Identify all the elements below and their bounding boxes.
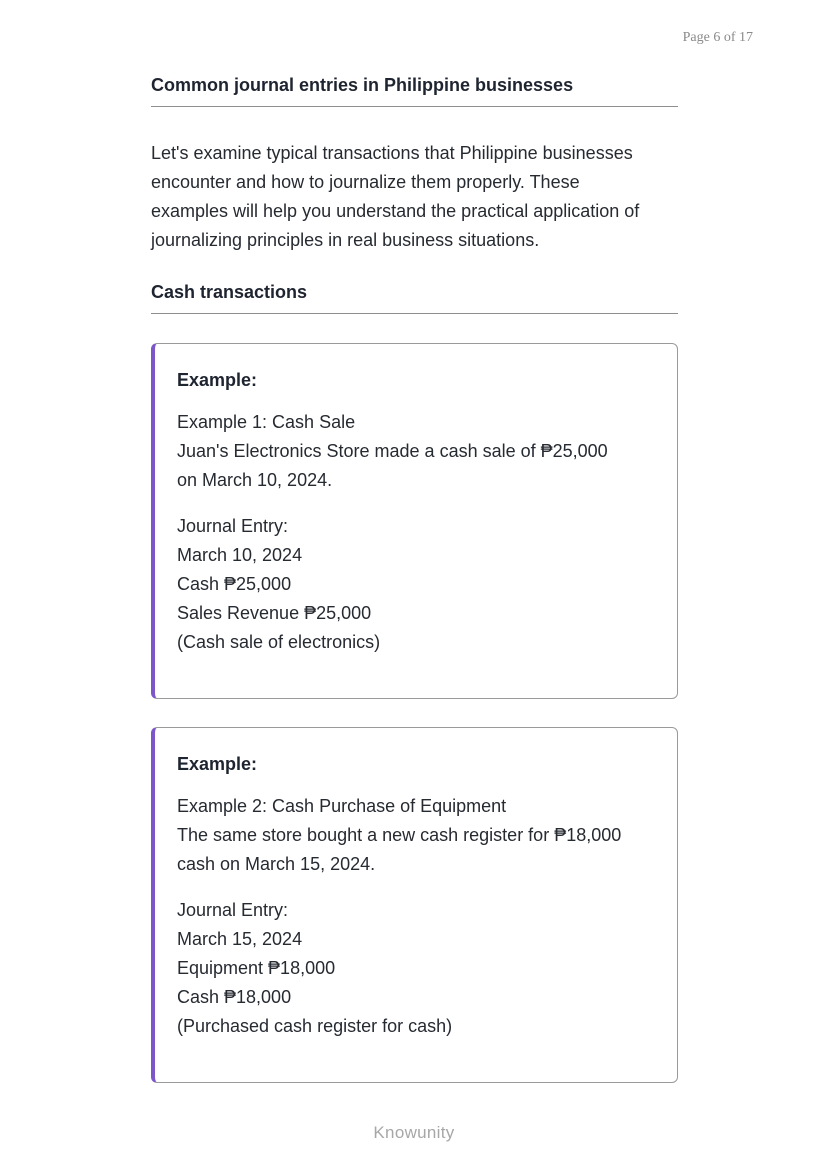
- example-box-cash-sale: [151, 343, 678, 699]
- example-title: Example 2: Cash Purchase of Equipment: [177, 796, 507, 816]
- intro-line: encounter and how to journalize them properly. These: [151, 172, 580, 192]
- journal-entry-explanation: (Cash sale of electronics): [177, 631, 381, 652]
- journal-entry-debit: Equipment ₱18,000: [177, 957, 336, 978]
- journal-entry-date: March 15, 2024: [177, 929, 303, 950]
- intro-line: journalizing principles in real business situations.: [151, 230, 540, 250]
- journal-entry-debit: Cash ₱25,000: [177, 573, 292, 594]
- journal-entry-heading: Journal Entry:: [177, 516, 289, 537]
- section-heading-common-entries: Common journal entries in Philippine businesses: [151, 75, 678, 107]
- example-label: Example:: [177, 754, 258, 774]
- journal-entry-heading: Journal Entry:: [177, 900, 289, 921]
- journal-entry-credit: Cash ₱18,000: [177, 986, 292, 1007]
- footer-brand: Knowunity: [373, 1123, 455, 1142]
- example-description-line: Juan's Electronics Store made a cash sale of ₱25,000: [177, 440, 608, 461]
- spacer: [177, 878, 653, 896]
- journal-entry-credit: Sales Revenue ₱25,000: [177, 602, 372, 623]
- journal-entry-explanation: (Purchased cash register for cash): [177, 1015, 453, 1036]
- intro-line: Let's examine typical transactions that Philippine businesses: [151, 143, 633, 163]
- example-box-equipment-purchase: [151, 727, 678, 1083]
- example-title: Example 1: Cash Sale: [177, 412, 356, 432]
- section-heading-cash-transactions: Cash transactions: [151, 282, 678, 314]
- example-label: Example:: [177, 370, 258, 390]
- spacer: [177, 494, 653, 512]
- intro-line: examples will help you understand the practical application of: [151, 201, 640, 221]
- page-number: Page 6 of 17: [682, 30, 753, 45]
- example-description-line: on March 10, 2024.: [177, 469, 333, 490]
- journal-entry-date: March 10, 2024: [177, 545, 303, 566]
- example-description-line: The same store bought a new cash register for ₱18,000: [177, 824, 622, 845]
- intro-paragraph: [151, 139, 678, 255]
- example-description-line: cash on March 15, 2024.: [177, 853, 376, 874]
